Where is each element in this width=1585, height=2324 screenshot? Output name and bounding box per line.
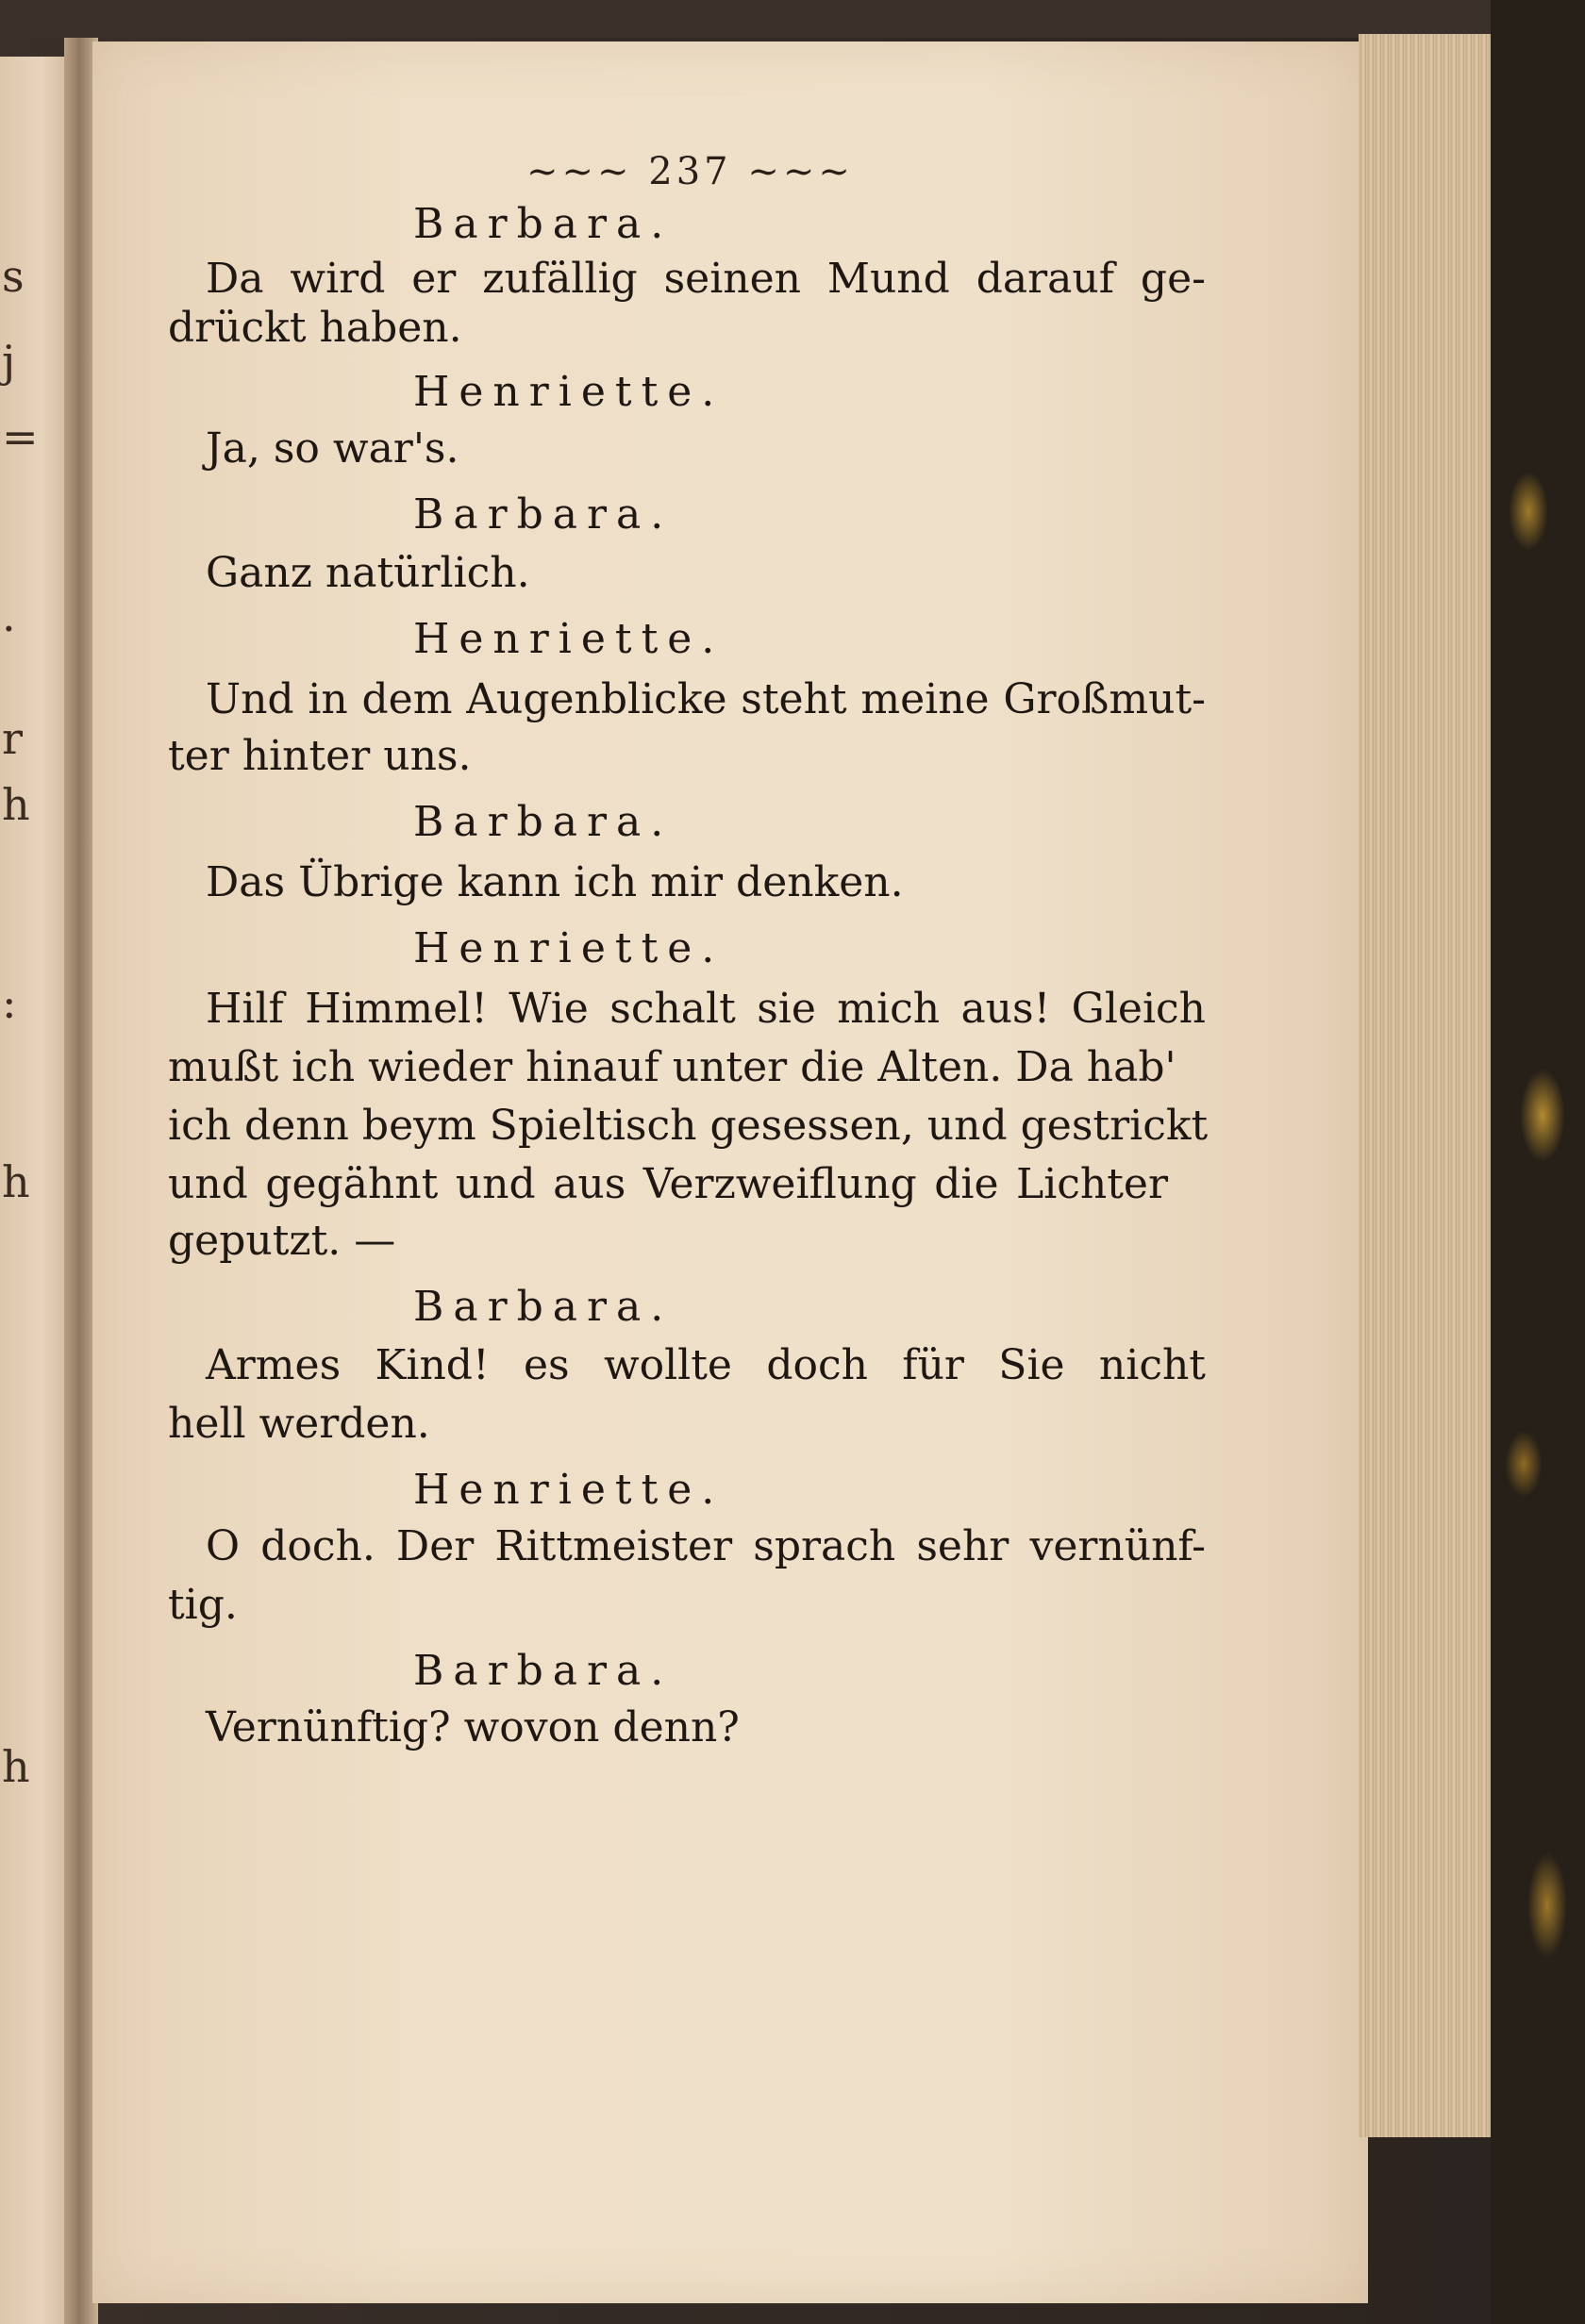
speaker-name: Henriette. xyxy=(413,924,725,972)
text-line: Das Übrige kann ich mir denken. xyxy=(206,858,904,906)
page-edges xyxy=(1359,34,1496,2137)
previous-page-fragment: h xyxy=(2,779,30,830)
text-line: ter hinter uns. xyxy=(168,732,472,780)
previous-page-fragment: : xyxy=(2,977,17,1028)
text-line: Ja, so war's. xyxy=(206,424,459,473)
text-line: Vernünftig? wovon denn? xyxy=(206,1703,740,1751)
text-line: ich denn beym Spieltisch gesessen, und gestrickt xyxy=(168,1102,1209,1150)
speaker-name: Barbara. xyxy=(413,490,674,539)
page-number: ~~~ 237 ~~~ xyxy=(526,150,854,193)
text-line: drückt haben. xyxy=(168,304,462,352)
text-line: mußt ich wieder hinauf unter die Alten. Da hab' xyxy=(168,1043,1176,1091)
previous-page-fragment: = xyxy=(2,411,39,462)
text-line: Da wird er zufällig seinen Mund darauf ge- xyxy=(206,255,1206,303)
text-line: tig. xyxy=(168,1581,238,1629)
previous-page-fragment: j xyxy=(2,336,16,387)
speaker-name: Barbara. xyxy=(413,1283,674,1331)
speaker-name: Henriette. xyxy=(413,368,725,416)
speaker-name: Barbara. xyxy=(413,1647,674,1695)
previous-page-fragment: . xyxy=(2,590,16,641)
text-line: Ganz natürlich. xyxy=(206,549,530,597)
previous-page-fragment: h xyxy=(2,1741,30,1792)
text-line: Hilf Himmel! Wie schalt sie mich aus! Gleich xyxy=(206,985,1206,1033)
marbled-cover xyxy=(1491,0,1585,2324)
text-line: hell werden. xyxy=(168,1400,430,1448)
text-line: Armes Kind! es wollte doch für Sie nicht xyxy=(206,1341,1206,1389)
text-line: und gegähnt und aus Verzweiflung die Lichter xyxy=(168,1160,1168,1208)
text-line: O doch. Der Rittmeister sprach sehr vernünf- xyxy=(206,1522,1206,1570)
speaker-name: Henriette. xyxy=(413,1466,725,1514)
previous-page-fragment: h xyxy=(2,1156,30,1207)
previous-page-fragment: r xyxy=(2,713,23,764)
book-page xyxy=(92,42,1368,2303)
text-line: geputzt. — xyxy=(168,1217,396,1265)
book-top-edge xyxy=(0,0,1491,38)
speaker-name: Henriette. xyxy=(413,615,725,663)
speaker-name: Barbara. xyxy=(413,200,674,248)
previous-page-fragment: s xyxy=(2,251,25,302)
speaker-name: Barbara. xyxy=(413,798,674,846)
text-line: Und in dem Augenblicke steht meine Großmut- xyxy=(206,675,1206,723)
